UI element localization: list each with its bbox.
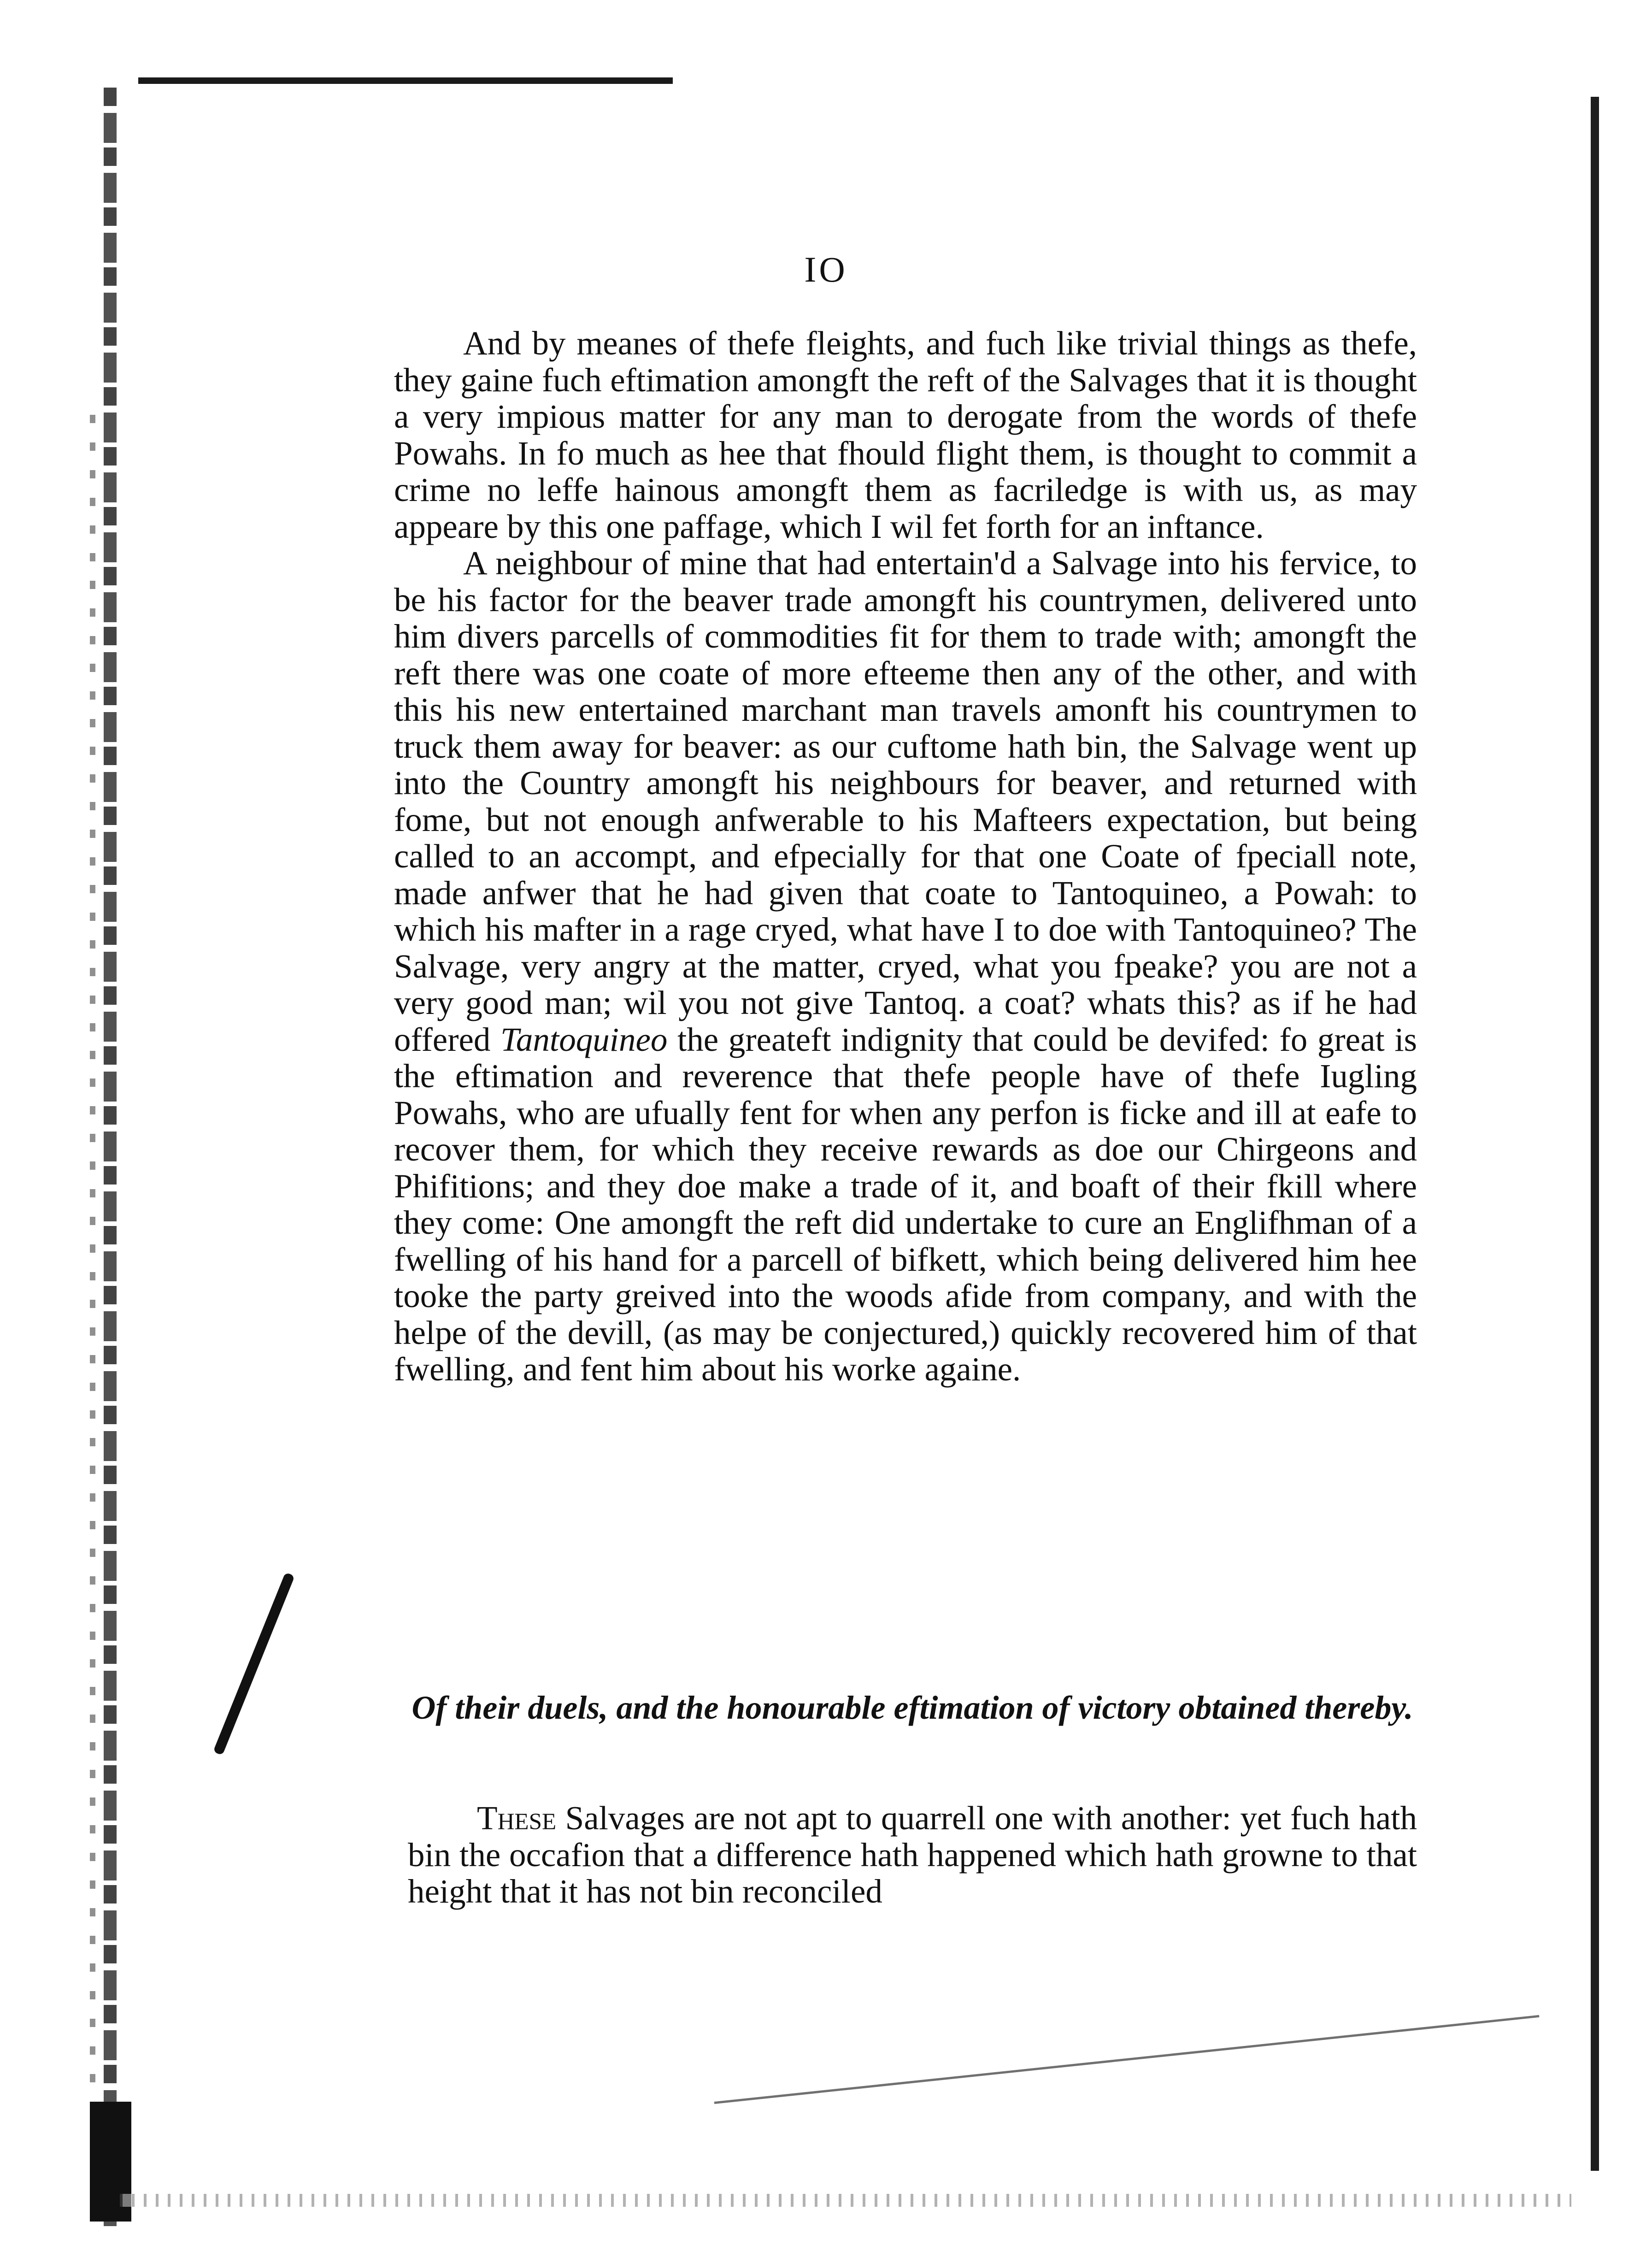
lead-word: These — [477, 1799, 557, 1837]
left-edge-scan-shadow — [104, 88, 117, 2226]
paragraph-2-text: A neighbour of mine that had entertain'd a Salvage into his fervice, to be his factor for the beaver trade amongft his countrymen, delivered unto him divers parcells of commodities fit for them to trade with; amongft the reft there was one coate of more efteeme then any of the other, and with this his new entertained marchant man travels amonft his countrymen to truck them away for beaver: as our cuftome hath bin, the Salvage went up into the Country amongft his neighbours for beaver, and returned with fome, but not enough anfwerable to his Mafteers expectation, but being called to an accompt, and efpecially for that one Coate of fpeciall note, made anfwer that he had given that coate to Tantoquineo, a Powah: to which his mafter in a rage cryed, what have I to doe with Tantoquineo? The Salvage, very angry at the matter, cryed, what you fpeake? you are not a very good man; wil you not give Tantoq. a coat? whats this? as if he had offered — [394, 544, 1417, 1058]
paragraph-2-tail: the greateft indignity that could be devifed: fo great is the eftimation and reverence that thefe people have of thefe Iugling Powahs, who are ufually fent for when any perfon is ficke and ill at eafe to recover them, for which they receive rewards as doe our Chirgeons and Phifitions; and they doe make a trade of it, and boaft of their fkill where they come: One amongft the reft did undertake to cure an Englifhman of a fwelling of his hand for a parcell of bifkett, which being delivered him hee tooke the party greived into the woods afide from company, and with the helpe of the devill, (as may be conjectured,) quickly recovered him of that fwelling, and fent him about his worke againe. — [394, 1020, 1417, 1388]
section-paragraph — [408, 1800, 1417, 1910]
right-edge-scan-shadow — [1591, 97, 1599, 2171]
left-edge-scan-noise — [90, 415, 95, 2120]
paragraph-1: And by meanes of thefe fleights, and fuch like trivial things as thefe, they gaine fuch eftimation amongft the reft of the Salvages that it is thought a very impious matter for any man to derogate from the words of thefe Powahs. In fo much as hee that fhould flight them, is thought to commit a crime no leffe hainous amongft them as facriledge is with us, as may appeare by this one paffage, which I wil fet forth for an inftance. — [394, 324, 1417, 545]
page-number: IO — [804, 249, 848, 289]
top-rule-mark — [138, 77, 673, 84]
body-text — [394, 325, 1417, 1388]
section-heading: Of their duels, and the honourable eftimation of victory obtained thereby. — [412, 1689, 1413, 1726]
pencil-stroke-mark — [714, 2015, 1540, 2104]
italic-name: Tantoquineo — [500, 1020, 668, 1058]
paragraph-2 — [394, 545, 1417, 1388]
margin-ink-mark — [213, 1572, 295, 1756]
bottom-scan-noise — [120, 2194, 1571, 2207]
section-paragraph-text: Salvages are not apt to quarrell one with another: yet fuch hath bin the occafion that a difference hath happened which hath growne to that height that it has not bin reconciled — [408, 1799, 1417, 1910]
